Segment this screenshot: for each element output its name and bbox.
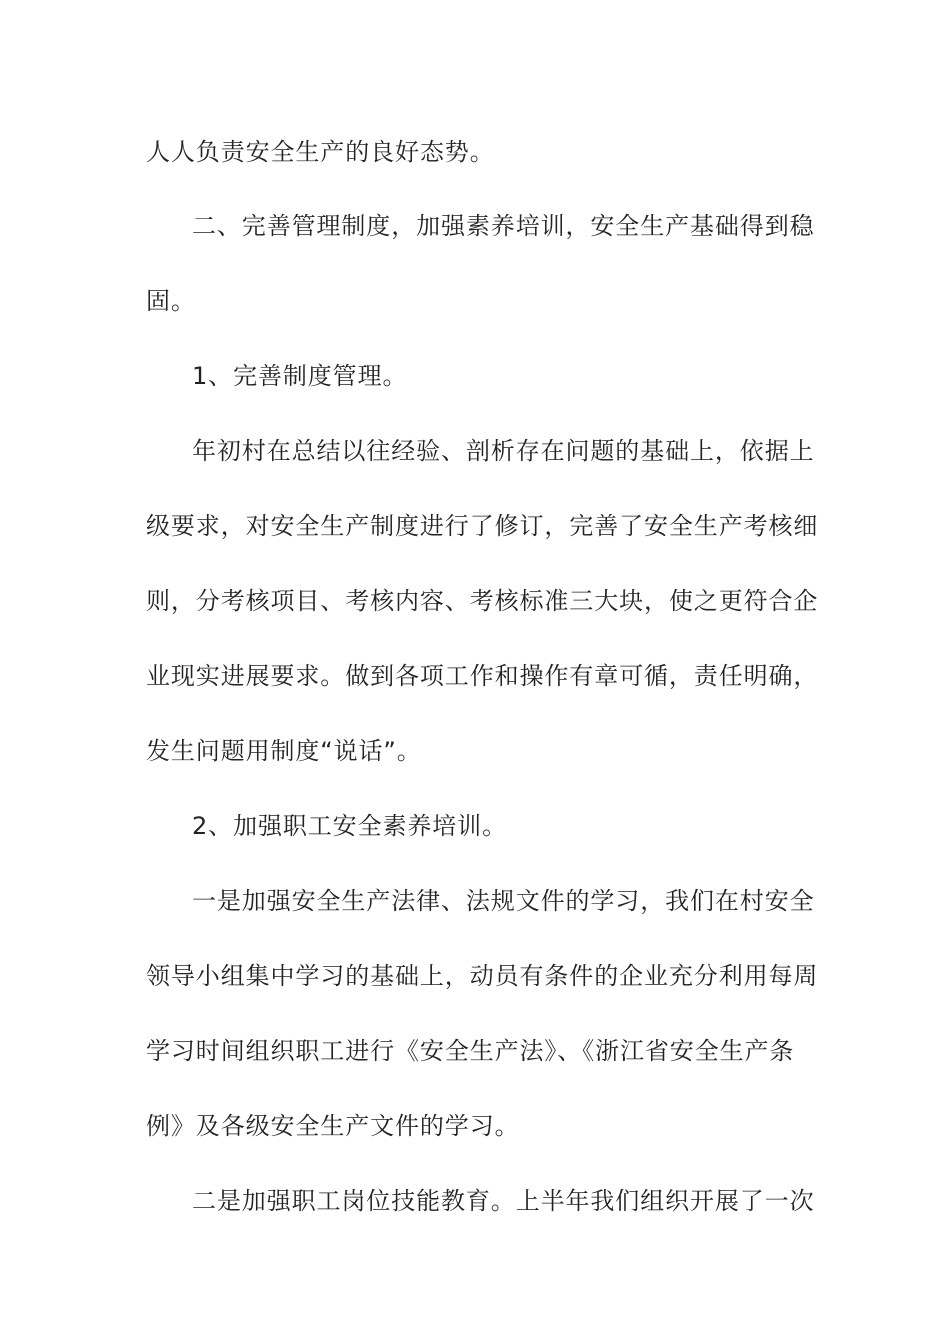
text-line: 人人负责安全生产的良好态势。: [146, 138, 495, 166]
text-line: 业现实进展要求。做到各项工作和操作有章可循，责任明确，: [146, 662, 819, 690]
text-line: 学习时间组织职工进行《安全生产法》、《浙江省安全生产条: [146, 1037, 795, 1065]
paragraph-first-line: 年初村在总结以往经验、剖析存在问题的基础上，依据上: [192, 437, 815, 465]
paragraph-first-line: 一是加强安全生产法律、法规文件的学习，我们在村安全: [192, 887, 815, 915]
text-line: 例》及各级安全生产文件的学习。: [146, 1112, 520, 1140]
text-line: 则，分考核项目、考核内容、考核标准三大块，使之更符合企: [146, 587, 819, 615]
paragraph-first-line: 二是加强职工岗位技能教育。上半年我们组织开展了一次: [192, 1187, 815, 1215]
subsection-heading: 2、加强职工安全素养培训。: [192, 812, 507, 840]
subsection-heading: 1、完善制度管理。: [192, 362, 408, 390]
text-line: 级要求，对安全生产制度进行了修订，完善了安全生产考核细: [146, 512, 819, 540]
text-line: 发生问题用制度“说话”。: [146, 737, 422, 765]
section-heading: 二、完善管理制度，加强素养培训，安全生产基础得到稳: [192, 212, 815, 240]
text-line: 领导小组集中学习的基础上，动员有条件的企业充分利用每周: [146, 962, 819, 990]
text-line: 固。: [146, 287, 196, 315]
